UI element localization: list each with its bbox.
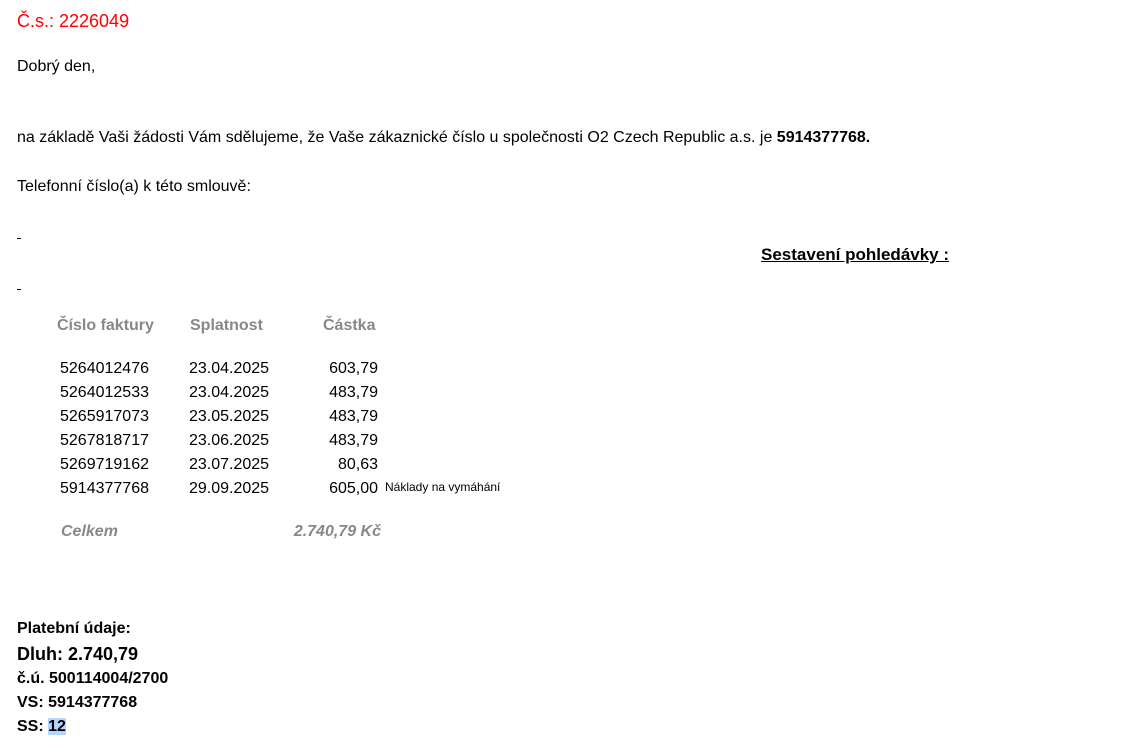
specific-symbol-value: 12 <box>48 718 66 735</box>
reference-number: Č.s.: 2226049 <box>17 11 130 31</box>
invoice-number: 5267818717 <box>60 432 149 449</box>
amount: 483,79 <box>329 408 378 425</box>
claim-summary-heading: Sestavení pohledávky : <box>761 245 950 264</box>
due-date: 23.05.2025 <box>189 408 270 425</box>
phone-number-placeholder-1 <box>17 238 21 239</box>
amount: 483,79 <box>329 384 378 401</box>
specific-symbol-label: SS: <box>17 718 49 735</box>
intro-paragraph <box>17 129 870 147</box>
table-row <box>0 408 700 432</box>
invoice-table-body <box>0 360 700 504</box>
bank-account: č.ú. 500114004/2700 <box>17 670 169 687</box>
table-row <box>0 456 700 480</box>
table-row <box>0 360 700 384</box>
row-note: Náklady na vymáhání <box>385 480 501 494</box>
column-header-invoice: Číslo faktury <box>57 317 154 334</box>
phone-number-placeholder-2 <box>17 289 21 290</box>
debt-amount: Dluh: 2.740,79 <box>17 644 139 664</box>
invoice-number: 5269719162 <box>60 456 149 473</box>
table-row <box>0 384 700 408</box>
due-date: 29.09.2025 <box>189 480 270 497</box>
amount: 603,79 <box>329 360 378 377</box>
invoice-number: 5264012476 <box>60 360 149 377</box>
column-header-amount: Částka <box>323 317 376 334</box>
total-label: Celkem <box>61 523 118 540</box>
payment-details-title: Platební údaje: <box>17 620 131 637</box>
due-date: 23.07.2025 <box>189 456 270 473</box>
phone-numbers-label: Telefonní číslo(a) k této smlouvě: <box>17 178 251 195</box>
column-header-due-date: Splatnost <box>190 317 263 334</box>
greeting: Dobrý den, <box>17 58 96 75</box>
total-value: 2.740,79 Kč <box>293 523 381 540</box>
specific-symbol <box>17 718 66 736</box>
due-date: 23.04.2025 <box>189 360 270 377</box>
due-date: 23.04.2025 <box>189 384 270 401</box>
amount: 80,63 <box>337 456 378 473</box>
invoice-number: 5264012533 <box>60 384 149 401</box>
intro-text: na základě Vaši žádosti Vám sdělujeme, že Vaše zákaznické číslo u společnosti O2 Czech Republic a.s. je <box>17 129 777 146</box>
table-row <box>0 432 700 456</box>
invoice-number: 5914377768 <box>60 480 149 497</box>
invoice-number: 5265917073 <box>60 408 149 425</box>
customer-number: 5914377768. <box>776 129 871 146</box>
table-row <box>0 480 700 504</box>
due-date: 23.06.2025 <box>189 432 270 449</box>
variable-symbol: VS: 5914377768 <box>17 694 138 711</box>
amount: 605,00 <box>329 480 378 497</box>
amount: 483,79 <box>329 432 378 449</box>
